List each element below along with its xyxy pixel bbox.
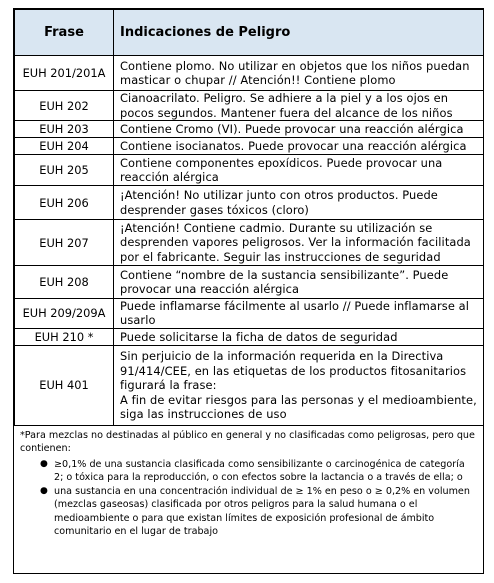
footnote-list <box>20 458 477 539</box>
table-row <box>15 155 484 186</box>
table-row <box>15 56 484 91</box>
row-text-line: Contiene isocianatos. Puede provocar una reacción alérgica <box>120 138 467 153</box>
row-text <box>114 328 484 345</box>
row-text-line: Contiene plomo. No utilizar en objetos que los niños puedan masticar o chupar // Atención!! Contiene plomo <box>120 58 470 87</box>
row-code: EUH 401 <box>15 345 114 425</box>
bullet-icon: ● <box>40 485 48 496</box>
column-header-indicaciones: Indicaciones de Peligro <box>114 10 484 56</box>
row-text-line: Sin perjuicio de la información requerida en la Directiva 91/414/CEE, en las etiquetas de los productos fitosanitarios figurará la frase: <box>120 349 467 393</box>
table-row <box>15 345 484 425</box>
row-code: EUH 205 <box>15 155 114 186</box>
row-text <box>114 220 484 266</box>
row-code: EUH 202 <box>15 91 114 121</box>
row-text-line: Contiene “nombre de la sustancia sensibilizante”. Puede provocar una reacción alérgica <box>120 267 449 296</box>
footnote-intro: *Para mezclas no destinadas al público en general y no clasificadas como peligrosas, pero que contienen: <box>20 429 475 455</box>
row-text <box>114 186 484 220</box>
row-text <box>114 56 484 91</box>
table-row <box>15 91 484 121</box>
row-text-line: Contiene Cromo (VI). Puede provocar una reacción alérgica <box>120 121 464 136</box>
row-text-line: ¡Atención! Contiene cadmio. Durante su utilización se desprenden vapores peligrosos. Ver la información facilitada por el fabricante. Seguir las instrucciones de seguridad <box>120 220 471 264</box>
row-text <box>114 266 484 299</box>
footnote-bullet <box>40 458 477 485</box>
row-text <box>114 155 484 186</box>
row-text <box>114 91 484 121</box>
hazard-table-container <box>13 8 484 574</box>
footnote-bullet <box>40 485 477 539</box>
table-row <box>15 299 484 329</box>
row-text-line: ¡Atención! No utilizar junto con otros productos. Puede desprender gases tóxicos (cloro) <box>120 188 438 217</box>
row-code: EUH 208 <box>15 266 114 299</box>
row-text-line: A fin de evitar riesgos para las personas y el medioambiente, siga las instrucciones de uso <box>120 392 477 421</box>
table-row <box>15 266 484 299</box>
row-code: EUH 203 <box>15 121 114 138</box>
row-code: EUH 206 <box>15 186 114 220</box>
row-code: EUH 204 <box>15 138 114 155</box>
table-row <box>15 328 484 345</box>
row-text <box>114 138 484 155</box>
row-code: EUH 201/201A <box>15 56 114 91</box>
row-text-line: Contiene componentes epoxídicos. Puede provocar una reacción alérgica <box>120 155 443 184</box>
table-header-row <box>15 10 484 56</box>
table-row <box>15 121 484 138</box>
row-text <box>114 345 484 425</box>
row-code: EUH 207 <box>15 220 114 266</box>
row-code: EUH 210 * <box>15 328 114 345</box>
table-row <box>15 220 484 266</box>
bullet-icon: ● <box>40 458 48 469</box>
footnote <box>14 426 483 539</box>
row-text-line: Cianoacrilato. Peligro. Se adhiere a la piel y a los ojos en pocos segundos. Mantener fuera del alcance de los niños <box>120 91 453 120</box>
hazard-table <box>14 9 484 426</box>
footnote-bullet-text: una sustancia en una concentración individual de ≥ 1% en peso o ≥ 0,2% en volumen (mezclas gaseosas) clasificada por otros peligros para la salud humana o el medioambiente o para que existan límites de exposición profesional de ámbito comunitario en el lugar de trabajo <box>54 485 470 538</box>
row-text <box>114 299 484 329</box>
footnote-bullet-text: ≥0,1% de una sustancia clasificada como sensibilizante o carcinogénica de categoría 2; o tóxica para la reproducción, o con efectos sobre la lactancia o a través de ella; o <box>54 458 465 484</box>
row-text-line: Puede inflamarse fácilmente al usarlo // Puede inflamarse al usarlo <box>120 299 470 328</box>
row-text <box>114 121 484 138</box>
row-text-line: Puede solicitarse la ficha de datos de seguridad <box>120 329 398 344</box>
column-header-frase: Frase <box>15 10 114 56</box>
table-row <box>15 138 484 155</box>
table-row <box>15 186 484 220</box>
row-code: EUH 209/209A <box>15 299 114 329</box>
